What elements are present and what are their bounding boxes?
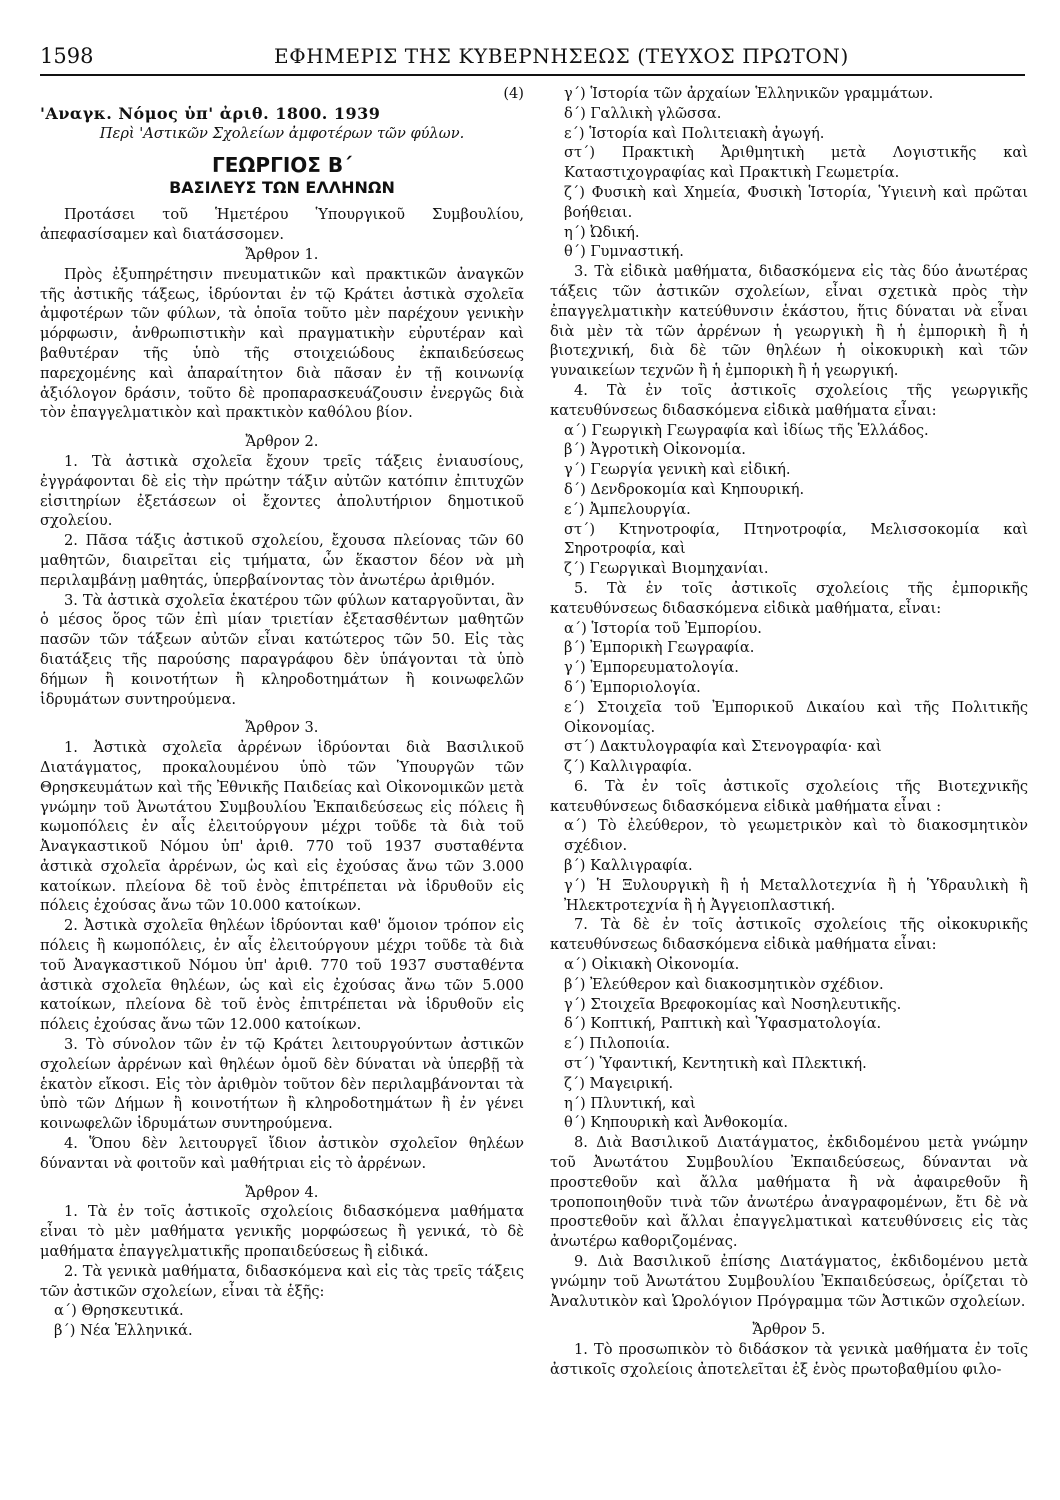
king-title: ΒΑΣΙΛΕΥΣ ΤΩΝ ΕΛΛΗΝΩΝ (169, 178, 395, 198)
king-name: ΓΕΩΡΓΙΟΣ Β΄ (212, 153, 352, 178)
law-subtitle: Περὶ 'Αστικῶν Σχολείων ἀμφοτέρων τῶν φύλων. (99, 124, 465, 142)
page-header (40, 38, 1025, 76)
law-title: 'Αναγκ. Νόμος ὑπ' ἀριθ. 1800. 1939 (40, 103, 381, 123)
article-4-paragraph: 5. Τὰ ἐν τοῖς ἀστικοῖς σχολείοις τῆς ἐμπορικῆς κατευθύνσεως διδασκόμενα εἰδικὰ μαθήματα, εἶναι: (550, 579, 1028, 617)
page-number: 1598 (40, 44, 94, 68)
list-item: α΄) Ἱστορία τοῦ Ἐμπορίου. (564, 619, 762, 637)
article-1-paragraph: Πρὸς ἐξυπηρέτησιν πνευματικῶν καὶ πρακτικῶν ἀναγκῶν τῆς ἀστικῆς τάξεως, ἱδρύονται ἐν τῷ Κράτει ἀστικὰ σχολεῖα ἀμφοτέρων τῶν φύλων, τὰ ὁποῖα τοῦτο μὲν παρέχουν γενικὴν μόρφωσιν, ἀνθρωπιστικὴν καὶ πραγματικὴν εὐρυτέραν καὶ βαθυτέραν τῆς ὑπὸ τῆς στοιχειώδους ἐκπαιδεύσεως παρεχομένης καὶ ἀπαραίτητον διὰ πᾶσαν ἐν τῇ κοινωνίᾳ ἀξιόλογον δράσιν, τοῦτο δὲ προπαρασκευάζουσιν ἐνεργῶς διὰ τὸν ἐπαγγελματικὸν καὶ πρακτικὸν καθόλου βίον. (40, 265, 524, 422)
law-marker: (4) (503, 85, 524, 102)
gazette-title: ΕΦΗΜΕΡΙΣ ΤΗΣ ΚΥΒΕΡΝΗΣΕΩΣ (ΤΕΥΧΟΣ ΠΡΩΤΟΝ) (274, 44, 849, 68)
list-item: ε΄) Πιλοποιία. (564, 1035, 670, 1053)
article-4-paragraph: 6. Τὰ ἐν τοῖς ἀστικοῖς σχολείοις τῆς Βιοτεχνικῆς κατευθύνσεως διδασκόμενα εἰδικὰ μαθήματα εἶναι : (550, 777, 1028, 815)
article-3-paragraph: 4. Ὅπου δὲν λειτουργεῖ ἴδιον ἀστικὸν σχολεῖον θηλέων δύνανται νὰ φοιτοῦν καὶ μαθήτριαι εἰς τὸ ἀρρένων. (40, 1135, 524, 1172)
list-item: θ΄) Κηπουρικὴ καὶ Ἀνθοκομία. (564, 1114, 789, 1132)
list-item: γ΄) Ἱστορία τῶν ἀρχαίων Ἑλληνικῶν γραμμάτων. (564, 85, 934, 102)
list-item: β΄) Νέα Ἑλληνικά. (54, 1322, 193, 1340)
list-item: α΄) Τὸ ἐλεύθερον, τὸ γεωμετρικὸν καὶ τὸ διακοσμητικὸν σχέδιον. (564, 817, 1028, 855)
list-item: στ΄) Δακτυλογραφία καὶ Στενογραφία· καὶ (564, 738, 882, 756)
article-4-paragraph: 9. Διὰ Βασιλικοῦ ἐπίσης Διατάγματος, ἐκδιδομένου μετὰ γνώμην τοῦ Ἀνωτάτου Συμβουλίου Ἐκπαιδεύσεως, ὁρίζεται τὸ Ἀναλυτικὸν καὶ Ὡρολόγιον Πρόγραμμα τῶν Ἀστικῶν σχολείων. (550, 1253, 1028, 1310)
list-item: β΄) Ἐλεύθερον καὶ διακοσμητικὸν σχέδιον. (564, 975, 884, 993)
article-5-heading: Ἄρθρον 5. (752, 1321, 826, 1339)
article-4-paragraph: 4. Τὰ ἐν τοῖς ἀστικοῖς σχολείοις τῆς γεωργικῆς κατευθύνσεως διδασκόμενα εἰδικὰ μαθήματα εἶναι: (550, 381, 1028, 419)
list-item: γ΄) Στοιχεῖα Βρεφοκομίας καὶ Νοσηλευτικῆς. (564, 995, 902, 1013)
list-item: α΄) Θρησκευτικά. (54, 1302, 184, 1320)
list-item: ζ΄) Μαγειρική. (564, 1074, 674, 1092)
list-item: ε΄) Ἱστορία καὶ Πολιτειακὴ ἀγωγή. (564, 124, 825, 142)
article-2-paragraph: 3. Τὰ ἀστικὰ σχολεῖα ἑκατέρου τῶν φύλων καταργοῦνται, ἂν ὁ μέσος ὅρος τῶν ἐπὶ μίαν τριετίαν ἐξετασθέντων μαθητῶν πασῶν τῶν τάξεων αὐτῶν εἶναι κατώτερος τῶν 50. Εἰς τὰς διατάξεις τῆς παρούσης παραγράφου δὲν ὑπάγονται τὰ ὑπὸ δήμων ἢ κοινοτήτων ἢ κληροδοτημάτων ἢ κοινωφελῶν ἱδρυμάτων συντηρούμενα. (40, 591, 524, 708)
list-item: γ΄) Ἡ Ξυλουργικὴ ἢ ἡ Μεταλλοτεχνία ἢ ἡ Ὑδραυλικὴ ἢ Ἠλεκτροτεχνία ἢ ἡ Ἀγγειοπλαστική. (564, 876, 1028, 914)
article-5-paragraph: 1. Τὸ προσωπικὸν τὸ διδάσκον τὰ γενικὰ μαθήματα ἐν τοῖς ἀστικοῖς σχολείοις ἀποτελεῖται ἐξ ἑνὸς πρωτοβαθμίου φιλο- (550, 1341, 1028, 1378)
list-item: β΄) Ἀγροτικὴ Οἰκονομία. (564, 441, 746, 459)
article-3-paragraph: 1. Ἀστικὰ σχολεῖα ἀρρένων ἱδρύονται διὰ Βασιλικοῦ Διατάγματος, προκαλουμένου ὑπὸ τῶν Ὑπουργῶν τῶν Θρησκευμάτων καὶ τῆς Ἐθνικῆς Παιδείας καὶ Οἰκονομικῶν μετὰ γνώμην τοῦ Ἀνωτάτου Συμβουλίου Ἐκπαιδεύσεως εἰς πόλεις ἢ κωμοπόλεις ἐν αἷς ἐλειτούργουν μέχρι τοῦδε τὰ διὰ τοῦ Ἀναγκαστικοῦ Νόμου ὑπ' ἀριθ. 770 τοῦ 1937 συσταθέντα ἀστικὰ σχολεῖα ἀρρένων, ὡς καὶ εἰς ἐχούσας ἄνω τῶν 3.000 κατοίκων. πλείονα δὲ τοῦ ἑνὸς ἐπιτρέπεται νὰ ἱδρυθοῦν εἰς πόλεις ἐχούσας ἄνω τῶν 10.000 κατοίκων. (40, 739, 524, 915)
article-3-heading: Ἄρθρον 3. (245, 719, 319, 737)
list-item: στ΄) Ὑφαντική, Κεντητικὴ καὶ Πλεκτική. (564, 1055, 867, 1073)
list-item: γ΄) Γεωργία γενικὴ καὶ εἰδική. (564, 461, 791, 479)
list-item: ε΄) Ἀμπελουργία. (564, 500, 691, 518)
list-item: δ΄) Ἐμποριολογία. (564, 678, 701, 696)
article-1-heading: Ἄρθρον 1. (245, 245, 319, 263)
article-4-paragraph: 7. Τὰ δὲ ἐν τοῖς ἀστικοῖς σχολείοις τῆς οἰκοκυρικῆς κατευθύνσεως διδασκόμενα εἰδικὰ μαθήματα εἶναι: (550, 916, 1028, 954)
list-item: α΄) Οἰκιακὴ Οἰκονομία. (564, 956, 740, 974)
list-item: θ΄) Γυμναστική. (564, 243, 684, 261)
article-3-paragraph: 2. Ἀστικὰ σχολεῖα θηλέων ἱδρύονται καθ' ὅμοιον τρόπον εἰς πόλεις ἢ κωμοπόλεις, ἐν αἷς ἐλειτούργουν μέχρι τοῦδε τὰ διὰ τοῦ Ἀναγκαστικοῦ Νόμου ὑπ' ἀριθ. 770 τοῦ 1937 συσταθέντα ἀστικὰ σχολεῖα θηλέων, ὡς καὶ εἰς ἐχούσας ἄνω τῶν 5.000 κατοίκων, πλείονα δὲ τοῦ ἑνὸς ἐπιτρέπεται νὰ ἱδρυθοῦν εἰς πόλεις ἐχούσας ἄνω τῶν 12.000 κατοίκων. (40, 917, 524, 1034)
preamble: Προτάσει τοῦ Ἡμετέρου Ὑπουργικοῦ Συμβουλίου, ἀπεφασίσαμεν καὶ διατάσσομεν. (40, 206, 524, 244)
list-item: α΄) Γεωργικὴ Γεωγραφία καὶ ἰδίως τῆς Ἑλλάδος. (564, 421, 929, 439)
list-item: δ΄) Δενδροκομία καὶ Κηπουρική. (564, 480, 805, 498)
article-4-paragraph: 2. Τὰ γενικὰ μαθήματα, διδασκόμενα καὶ εἰς τὰς τρεῖς τάξεις τῶν ἀστικῶν σχολείων, εἶναι τὰ ἑξῆς: (40, 1262, 524, 1300)
article-4-paragraph: 1. Τὰ ἐν τοῖς ἀστικοῖς σχολείοις διδασκόμενα μαθήματα εἶναι τὸ μὲν μαθήματα γενικῆς μορφώσεως ἢ γενικά, τὸ δὲ μαθήματα ἐπαγγελματικῆς προπαιδεύσεως ἢ εἰδικά. (40, 1203, 524, 1261)
article-2-paragraph: 1. Τὰ ἀστικὰ σχολεῖα ἔχουν τρεῖς τάξεις ἐνιαυσίους, ἐγγράφονται δὲ εἰς τὴν πρώτην τάξιν αὐτῶν κατόπιν ἐπιτυχῶν εἰσιτηρίων ἐξετάσεων οἱ ἔχοντες ἀπολυτήριον δημοτικοῦ σχολείου. (40, 452, 524, 530)
article-2-paragraph: 2. Πᾶσα τάξις ἀστικοῦ σχολείου, ἔχουσα πλείονας τῶν 60 μαθητῶν, διαιρεῖται εἰς τμήματα, ὧν ἕκαστον δέον νὰ μὴ περιλαμβάνῃ μαθητάς, ὑπερβαίνοντας τὸν ἀνωτέρω ἀριθμόν. (40, 532, 524, 589)
list-item: δ΄) Κοπτική, Ραπτικὴ καὶ Ὑφασματολογία. (564, 1015, 882, 1033)
list-item: γ΄) Ἐμπορευματολογία. (564, 659, 739, 677)
list-item: δ΄) Γαλλικὴ γλῶσσα. (564, 104, 722, 122)
list-item: ε΄) Στοιχεῖα τοῦ Ἐμπορικοῦ Δικαίου καὶ τῆς Πολιτικῆς Οἰκονομίας. (564, 698, 1028, 736)
article-3-paragraph: 3. Τὸ σύνολον τῶν ἐν τῷ Κράτει λειτουργούντων ἀστικῶν σχολείων ἀρρένων καὶ θηλέων ὁμοῦ δὲν δύναται νὰ ὑπερβῇ τὰ ἑκατὸν εἴκοσι. Εἰς τὸν ἀριθμὸν τοῦτον δὲν περιλαμβάνονται τὰ ὑπὸ τῶν Δήμων ἢ κοινοτήτων ἢ κληροδοτημάτων ἢ ἐν γένει κοινωφελῶν ἱδρυμάτων συντηρούμενα. (40, 1036, 524, 1133)
list-item: στ΄) Πρακτικὴ Ἀριθμητικὴ μετὰ Λογιστικῆς καὶ Καταστιχογραφίας καὶ Πρακτικὴ Γεωμετρία. (564, 144, 1028, 182)
article-4-heading: Ἄρθρον 4. (245, 1183, 319, 1201)
left-column (40, 84, 524, 1341)
article-4-paragraph: 8. Διὰ Βασιλικοῦ Διατάγματος, ἐκδιδομένου μετὰ γνώμην τοῦ Ἀνωτάτου Συμβουλίου Ἐκπαιδεύσεως, δύνανται νὰ προστεθοῦν καὶ ἄλλα μαθήματα ἢ νὰ ἀφαιρεθοῦν ἢ τροποποιηθοῦν τινὰ τῶν ἀνωτέρω ἀναγραφομένων, ἔτι δὲ νὰ προστεθοῦν καὶ ἄλλαι ἐπαγγελματικαὶ κατευθύνσεις εἰς τὰς ἀνωτέρω καθοριζομένας. (550, 1134, 1028, 1251)
right-column (550, 84, 1028, 1380)
list-item: στ΄) Κτηνοτροφία, Πτηνοτροφία, Μελισσοκομία καὶ Σηροτροφία, καὶ (564, 520, 1028, 558)
list-item: ζ΄) Καλλιγραφία. (564, 758, 693, 776)
article-4-paragraph: 3. Τὰ εἰδικὰ μαθήματα, διδασκόμενα εἰς τὰς δύο ἀνωτέρας τάξεις τῶν ἀστικῶν σχολείων, εἶναι σχετικὰ πρὸς τὴν ἐπαγγελματικὴν κατεύθυνσιν ἑκάστου, ἥτις δύναται νὰ εἶναι διὰ μὲν τὰ τῶν ἀρρένων ἡ γεωργικὴ ἢ ἡ ἐμπορικὴ ἢ ἡ βιοτεχνική, διὰ δὲ τῶν θηλέων ἡ οἰκοκυρικὴ καὶ τῶν γυναικείων τεχνῶν ἢ ἡ ἐμπορικὴ ἢ ἡ γεωργική. (550, 263, 1028, 380)
list-item: ζ΄) Γεωργικαὶ Βιομηχανίαι. (564, 560, 769, 578)
list-item: ζ΄) Φυσικὴ καὶ Χημεία, Φυσικὴ Ἱστορία, Ὑγιεινὴ καὶ πρῶται βοήθειαι. (564, 183, 1028, 221)
list-item: η΄) Πλυντική, καὶ (564, 1094, 696, 1112)
list-item: β΄) Ἐμπορικὴ Γεωγραφία. (564, 639, 755, 657)
list-item: η΄) Ὠδική. (564, 223, 640, 241)
list-item: β΄) Καλλιγραφία. (564, 857, 693, 875)
article-2-heading: Ἄρθρον 2. (245, 433, 319, 451)
